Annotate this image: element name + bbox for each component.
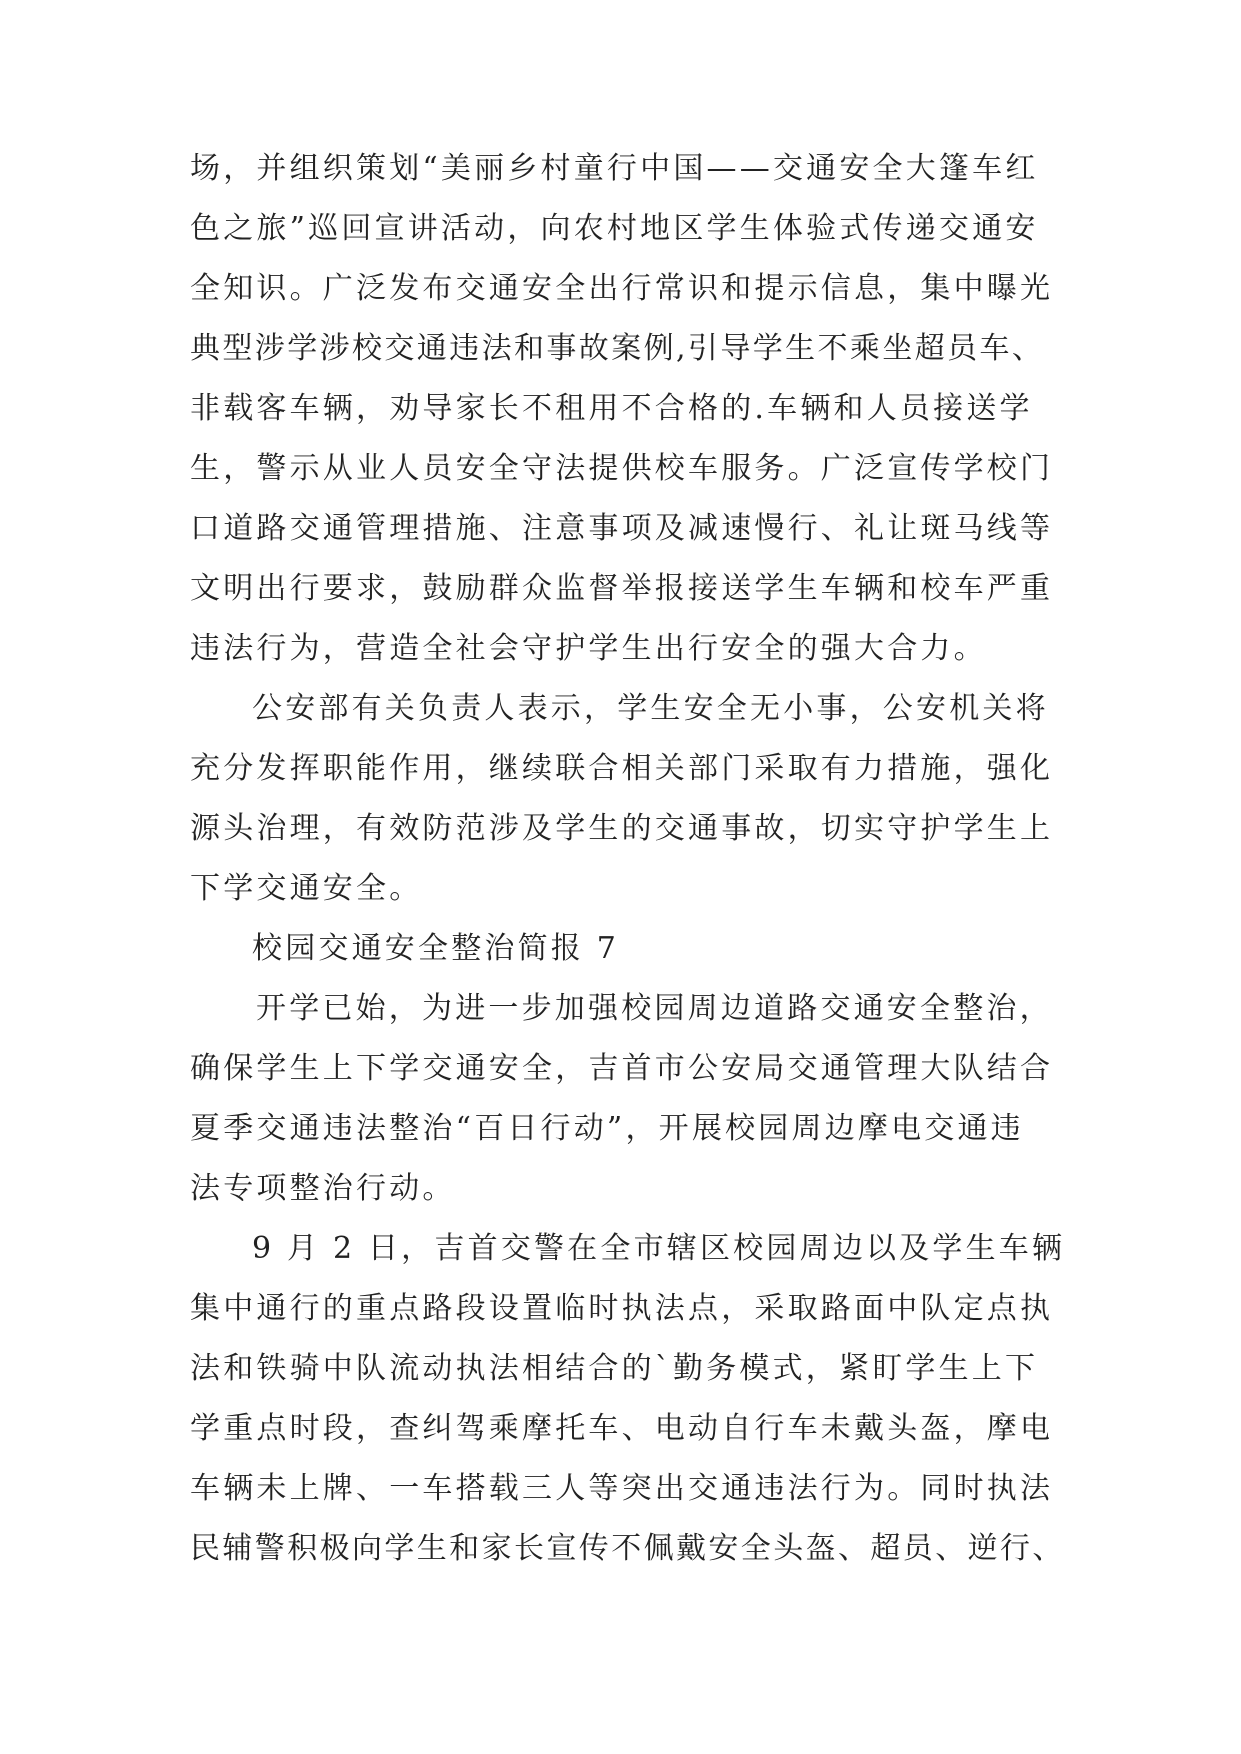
paragraph-line: 法专项整治行动。 xyxy=(190,1171,456,1206)
paragraph-line: 非载客车辆，劝导家长不租用不合格的.车辆和人员接送学 xyxy=(190,391,1033,426)
paragraph-line: 文明出行要求，鼓励群众监督举报接送学生车辆和校车严重 xyxy=(190,571,1054,606)
paragraph-line: 全知识。广泛发布交通安全出行常识和提示信息，集中曝光 xyxy=(190,271,1054,306)
paragraph-line: 法和铁骑中队流动执法相结合的`勤务模式，紧盯学生上下 xyxy=(190,1351,1039,1386)
paragraph-line: 充分发挥职能作用，继续联合相关部门采取有力措施，强化 xyxy=(190,751,1054,786)
paragraph-line: 9 月 2 日，吉首交警在全市辖区校园周边以及学生车辆 xyxy=(252,1231,1066,1266)
paragraph-line: 源头治理，有效防范涉及学生的交通事故，切实守护学生上 xyxy=(190,811,1054,846)
paragraph-line: 车辆未上牌、一车搭载三人等突出交通违法行为。同时执法 xyxy=(190,1471,1054,1506)
paragraph-line: 色之旅”巡回宣讲活动，向农村地区学生体验式传递交通安 xyxy=(190,211,1039,246)
paragraph-line: 下学交通安全。 xyxy=(190,871,423,906)
paragraph-line: 夏季交通违法整治“百日行动”，开展校园周边摩电交通违 xyxy=(190,1111,1024,1146)
paragraph-line: 确保学生上下学交通安全，吉首市公安局交通管理大队结合 xyxy=(190,1051,1054,1086)
paragraph-line: 生，警示从业人员安全守法提供校车服务。广泛宣传学校门 xyxy=(190,451,1054,486)
paragraph-line: 民辅警积极向学生和家长宣传不佩戴安全头盔、超员、逆行、 xyxy=(190,1531,1065,1566)
paragraph-line: 开学已始，为进一步加强校园周边道路交通安全整治， xyxy=(256,991,1053,1026)
paragraph-line: 集中通行的重点路段设置临时执法点，采取路面中队定点执 xyxy=(190,1291,1054,1326)
paragraph-line: 典型涉学涉校交通违法和事故案例,引导学生不乘坐超员车、 xyxy=(190,331,1045,366)
paragraph-line: 场，并组织策划“美丽乡村童行中国——交通安全大篷车红 xyxy=(190,151,1039,186)
paragraph-line: 违法行为，营造全社会守护学生出行安全的强大合力。 xyxy=(190,631,987,666)
paragraph-line: 口道路交通管理措施、注意事项及减速慢行、礼让斑马线等 xyxy=(190,511,1054,546)
paragraph-line: 学重点时段，查纠驾乘摩托车、电动自行车未戴头盔，摩电 xyxy=(190,1411,1054,1446)
section-heading: 校园交通安全整治简报 7 xyxy=(252,931,620,966)
paragraph-line: 公安部有关负责人表示，学生安全无小事，公安机关将 xyxy=(252,691,1049,726)
